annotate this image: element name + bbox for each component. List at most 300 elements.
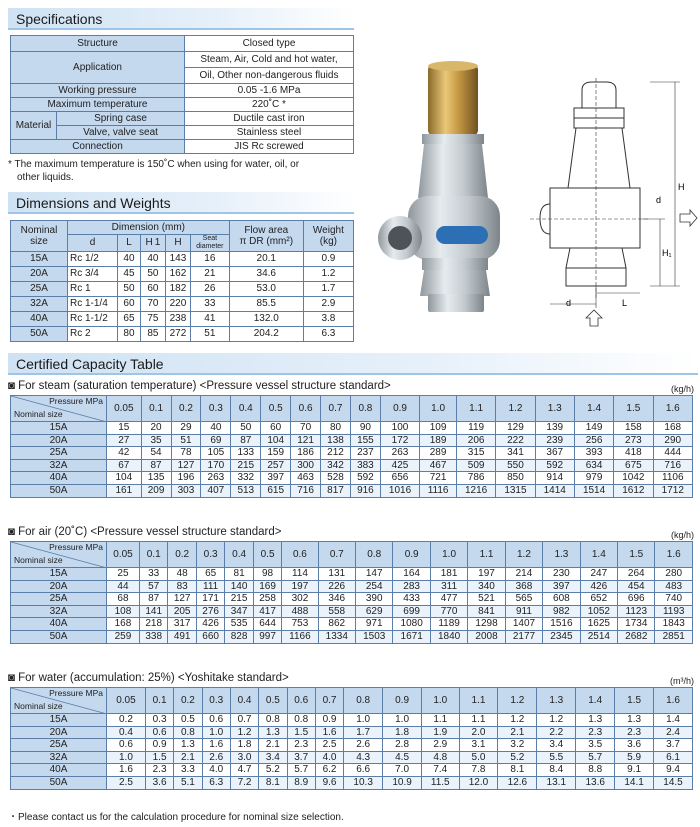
air-value-cell: 338 — [139, 630, 167, 643]
dim-cell: 2.9 — [303, 297, 353, 312]
water-value-cell: 4.3 — [344, 751, 383, 764]
water-value-cell: 2.8 — [383, 739, 422, 752]
air-value-cell: 254 — [355, 580, 392, 593]
spec-label-working-pressure: Working pressure — [11, 84, 185, 98]
air-value-cell: 911 — [505, 605, 542, 618]
steam-value-cell: 463 — [291, 472, 321, 485]
air-row — [11, 605, 693, 618]
air-value-cell: 141 — [139, 605, 167, 618]
water-value-cell: 10.9 — [383, 776, 422, 789]
air-value-cell: 426 — [580, 580, 617, 593]
steam-value-cell: 1116 — [420, 484, 457, 497]
water-pressure-header: 1.2 — [498, 688, 537, 714]
dim-cell: 3.8 — [303, 312, 353, 327]
steam-value-cell: 129 — [496, 422, 535, 435]
water-value-cell: 5.2 — [259, 764, 287, 777]
water-value-cell: 8.8 — [576, 764, 615, 777]
air-value-cell: 44 — [107, 580, 140, 593]
water-value-cell: 8.1 — [259, 776, 287, 789]
steam-value-cell: 109 — [420, 422, 457, 435]
air-value-cell: 608 — [543, 593, 580, 606]
air-value-cell: 1166 — [282, 630, 318, 643]
water-value-cell: 3.4 — [259, 751, 287, 764]
air-value-cell: 1334 — [318, 630, 355, 643]
dim-row — [11, 282, 354, 297]
steam-value-cell: 675 — [614, 459, 653, 472]
steam-value-cell: 341 — [496, 447, 535, 460]
air-pressure-header: 1.4 — [580, 542, 617, 568]
dim-row — [11, 327, 354, 342]
dim-nominal-cell: 15A — [11, 252, 68, 267]
air-value-cell: 417 — [253, 605, 281, 618]
air-value-cell: 644 — [253, 618, 281, 631]
steam-value-cell: 87 — [231, 434, 261, 447]
dim-cell: Rc 1-1/2 — [67, 312, 117, 327]
air-value-cell: 652 — [580, 593, 617, 606]
steam-value-cell: 138 — [321, 434, 351, 447]
water-value-cell: 4.0 — [315, 751, 343, 764]
air-value-cell: 169 — [253, 580, 281, 593]
steam-value-cell: 60 — [261, 422, 291, 435]
dim-cell: 220 — [165, 297, 190, 312]
steam-value-cell: 1216 — [456, 484, 495, 497]
water-value-cell: 1.8 — [230, 739, 258, 752]
steam-value-cell: 42 — [107, 447, 142, 460]
air-value-cell: 48 — [168, 568, 196, 581]
steam-pressure-header: 0.4 — [231, 396, 261, 422]
spec-value-application-2: Oil, Other non-dangerous fluids — [184, 68, 353, 84]
water-value-cell: 3.3 — [174, 764, 202, 777]
steam-pressure-header: 1.1 — [456, 396, 495, 422]
water-pressure-header: 0.6 — [287, 688, 315, 714]
dim-cell: 238 — [165, 312, 190, 327]
steam-pressure-header: 0.7 — [321, 396, 351, 422]
water-row — [11, 776, 693, 789]
dim-cell: 6.3 — [303, 327, 353, 342]
spec-value-valve-seat: Stainless steel — [184, 126, 353, 140]
steam-value-cell: 407 — [201, 484, 231, 497]
water-value-cell: 3.6 — [615, 739, 654, 752]
steam-value-cell: 289 — [420, 447, 457, 460]
air-value-cell: 997 — [253, 630, 281, 643]
steam-row — [11, 472, 693, 485]
dim-header-weight: Weight (kg) — [303, 221, 353, 252]
air-value-cell: 2345 — [543, 630, 580, 643]
water-value-cell: 0.2 — [107, 714, 146, 727]
dim-cell: 204.2 — [229, 327, 303, 342]
air-value-cell: 368 — [505, 580, 542, 593]
water-row — [11, 714, 693, 727]
water-value-cell: 5.0 — [459, 751, 498, 764]
dim-cell: Rc 1 — [67, 282, 117, 297]
air-value-cell: 171 — [196, 593, 224, 606]
steam-value-cell: 393 — [574, 447, 613, 460]
water-value-cell: 6.6 — [344, 764, 383, 777]
water-value-cell: 1.1 — [459, 714, 498, 727]
capacity-title: Certified Capacity Table — [8, 353, 698, 375]
dim-cell: 0.9 — [303, 252, 353, 267]
water-nominal-cell: 50A — [11, 776, 107, 789]
spec-label-structure: Structure — [11, 36, 185, 52]
steam-value-cell: 87 — [141, 459, 171, 472]
steam-value-cell: 40 — [201, 422, 231, 435]
water-pressure-header: 1.0 — [422, 688, 460, 714]
water-value-cell: 1.0 — [344, 714, 383, 727]
steam-value-cell: 104 — [261, 434, 291, 447]
air-value-cell: 65 — [196, 568, 224, 581]
steam-pressure-header: 0.1 — [141, 396, 171, 422]
steam-pressure-header: 0.8 — [350, 396, 380, 422]
air-value-cell: 426 — [196, 618, 224, 631]
water-value-cell: 3.7 — [654, 739, 693, 752]
water-nominal-cell: 25A — [11, 739, 107, 752]
corner-pressure-label: Pressure MPa — [49, 688, 103, 698]
water-value-cell: 2.1 — [498, 726, 537, 739]
water-row — [11, 726, 693, 739]
steam-value-cell: 168 — [653, 422, 692, 435]
air-value-cell: 168 — [107, 618, 140, 631]
steam-value-cell: 80 — [321, 422, 351, 435]
air-value-cell: 280 — [655, 568, 693, 581]
dim-cell: 45 — [118, 267, 141, 282]
water-value-cell: 8.1 — [498, 764, 537, 777]
water-value-cell: 3.5 — [576, 739, 615, 752]
air-value-cell: 347 — [225, 605, 253, 618]
air-pressure-header: 1.0 — [430, 542, 467, 568]
air-value-cell: 982 — [543, 605, 580, 618]
steam-value-cell: 159 — [261, 447, 291, 460]
air-row — [11, 568, 693, 581]
water-value-cell: 1.0 — [107, 751, 146, 764]
water-value-cell: 2.3 — [145, 764, 173, 777]
steam-value-cell: 1612 — [614, 484, 653, 497]
air-value-cell: 753 — [282, 618, 318, 631]
steam-value-cell: 127 — [171, 459, 201, 472]
steam-value-cell: 1016 — [380, 484, 419, 497]
dim-nominal-cell: 50A — [11, 327, 68, 342]
steam-value-cell: 70 — [291, 422, 321, 435]
air-value-cell: 1189 — [430, 618, 467, 631]
dim-header-seat: Seat diameter — [191, 235, 230, 252]
air-nominal-cell: 32A — [11, 605, 107, 618]
steam-value-cell: 1514 — [574, 484, 613, 497]
steam-value-cell: 67 — [107, 459, 142, 472]
dim-nominal-cell: 25A — [11, 282, 68, 297]
steam-value-cell: 273 — [614, 434, 653, 447]
air-nominal-cell: 20A — [11, 580, 107, 593]
air-value-cell: 770 — [430, 605, 467, 618]
steam-value-cell: 100 — [380, 422, 419, 435]
water-value-cell: 3.7 — [287, 751, 315, 764]
air-value-cell: 971 — [355, 618, 392, 631]
air-value-cell: 83 — [168, 580, 196, 593]
water-value-cell: 2.3 — [287, 739, 315, 752]
steam-value-cell: 155 — [350, 434, 380, 447]
water-value-cell: 1.2 — [230, 726, 258, 739]
water-value-cell: 0.9 — [315, 714, 343, 727]
steam-value-cell: 119 — [456, 422, 495, 435]
diagram-label-d-top: d — [656, 195, 662, 205]
steam-value-cell: 69 — [201, 434, 231, 447]
water-value-cell: 8.4 — [537, 764, 576, 777]
steam-pressure-header: 1.0 — [420, 396, 457, 422]
air-pressure-header: 0.8 — [355, 542, 392, 568]
steam-value-cell: 716 — [291, 484, 321, 497]
air-value-cell: 629 — [355, 605, 392, 618]
air-pressure-header: 1.3 — [543, 542, 580, 568]
air-value-cell: 535 — [225, 618, 253, 631]
air-value-cell: 477 — [430, 593, 467, 606]
steam-capacity-table — [10, 395, 693, 498]
air-value-cell: 740 — [655, 593, 693, 606]
air-value-cell: 521 — [468, 593, 505, 606]
steam-value-cell: 206 — [456, 434, 495, 447]
diagram-label-H: H — [678, 182, 685, 192]
air-pressure-header: 0.1 — [139, 542, 167, 568]
air-value-cell: 214 — [505, 568, 542, 581]
dimension-drawing — [530, 78, 698, 328]
spec-value-application-1: Steam, Air, Cold and hot water, — [184, 52, 353, 68]
air-value-cell: 98 — [253, 568, 281, 581]
spec-note-line2: other liquids. — [17, 172, 74, 183]
water-value-cell: 6.2 — [315, 764, 343, 777]
steam-pressure-header: 1.6 — [653, 396, 692, 422]
steam-value-cell: 916 — [350, 484, 380, 497]
water-pressure-header: 1.6 — [654, 688, 693, 714]
steam-value-cell: 104 — [107, 472, 142, 485]
dim-header-nominal: Nominal size — [11, 221, 68, 252]
steam-value-cell: 189 — [420, 434, 457, 447]
air-value-cell: 433 — [393, 593, 430, 606]
dim-cell: 50 — [118, 282, 141, 297]
air-row — [11, 618, 693, 631]
steam-value-cell: 383 — [350, 459, 380, 472]
air-value-cell: 230 — [543, 568, 580, 581]
air-value-cell: 68 — [107, 593, 140, 606]
water-pressure-header: 1.1 — [459, 688, 498, 714]
steam-value-cell: 239 — [535, 434, 574, 447]
water-value-cell: 3.2 — [498, 739, 537, 752]
dim-cell: 85 — [140, 327, 165, 342]
water-pressure-header: 0.4 — [230, 688, 258, 714]
steam-value-cell: 121 — [291, 434, 321, 447]
dim-row — [11, 297, 354, 312]
air-value-cell: 558 — [318, 605, 355, 618]
dim-cell: 1.2 — [303, 267, 353, 282]
steam-value-cell: 29 — [171, 422, 201, 435]
steam-value-cell: 15 — [107, 422, 142, 435]
dimensions-title: Dimensions and Weights — [8, 192, 354, 214]
steam-value-cell: 850 — [496, 472, 535, 485]
water-value-cell: 0.4 — [107, 726, 146, 739]
air-value-cell: 147 — [355, 568, 392, 581]
water-corner-header — [11, 688, 107, 714]
water-value-cell: 1.3 — [174, 739, 202, 752]
steam-value-cell: 35 — [141, 434, 171, 447]
steam-value-cell: 425 — [380, 459, 419, 472]
steam-value-cell: 186 — [291, 447, 321, 460]
steam-value-cell: 634 — [574, 459, 613, 472]
air-value-cell: 1734 — [618, 618, 655, 631]
water-value-cell: 1.5 — [287, 726, 315, 739]
dim-cell: 21 — [191, 267, 230, 282]
dim-cell: 34.6 — [229, 267, 303, 282]
steam-value-cell: 332 — [231, 472, 261, 485]
steam-pressure-header: 0.9 — [380, 396, 419, 422]
water-value-cell: 2.1 — [259, 739, 287, 752]
steam-value-cell: 90 — [350, 422, 380, 435]
water-pressure-header: 0.2 — [174, 688, 202, 714]
water-nominal-cell: 20A — [11, 726, 107, 739]
water-value-cell: 8.9 — [287, 776, 315, 789]
dim-cell: 272 — [165, 327, 190, 342]
dim-cell: 75 — [140, 312, 165, 327]
dim-cell: 1.7 — [303, 282, 353, 297]
water-value-cell: 7.8 — [459, 764, 498, 777]
steam-nominal-cell: 15A — [11, 422, 107, 435]
dim-header-L: L — [118, 235, 141, 252]
water-pressure-header: 1.4 — [576, 688, 615, 714]
air-nominal-cell: 50A — [11, 630, 107, 643]
steam-value-cell: 1042 — [614, 472, 653, 485]
dim-cell: 162 — [165, 267, 190, 282]
air-value-cell: 25 — [107, 568, 140, 581]
spec-value-working-pressure: 0.05 -1.6 MPa — [184, 84, 353, 98]
water-nominal-cell: 15A — [11, 714, 107, 727]
steam-pressure-header: 0.3 — [201, 396, 231, 422]
dim-cell: 143 — [165, 252, 190, 267]
steam-value-cell: 914 — [535, 472, 574, 485]
air-value-cell: 131 — [318, 568, 355, 581]
steam-nominal-cell: 25A — [11, 447, 107, 460]
specifications-table — [10, 35, 354, 154]
steam-value-cell: 315 — [456, 447, 495, 460]
steam-value-cell: 300 — [291, 459, 321, 472]
dim-header-d: d — [67, 235, 117, 252]
steam-value-cell: 716 — [653, 459, 692, 472]
air-value-cell: 164 — [393, 568, 430, 581]
water-value-cell: 1.0 — [383, 714, 422, 727]
steam-pressure-header: 0.5 — [261, 396, 291, 422]
air-value-cell: 1625 — [580, 618, 617, 631]
air-value-cell: 197 — [468, 568, 505, 581]
steam-value-cell: 135 — [141, 472, 171, 485]
water-value-cell: 0.3 — [145, 714, 173, 727]
specifications-title: Specifications — [8, 8, 354, 30]
water-value-cell: 9.4 — [654, 764, 693, 777]
steam-value-cell: 817 — [321, 484, 351, 497]
air-pressure-header: 1.6 — [655, 542, 693, 568]
air-value-cell: 57 — [139, 580, 167, 593]
water-value-cell: 2.9 — [422, 739, 460, 752]
air-pressure-header: 0.5 — [253, 542, 281, 568]
corner-pressure-label: Pressure MPa — [49, 396, 103, 406]
steam-row — [11, 484, 693, 497]
air-value-cell: 2177 — [505, 630, 542, 643]
steam-value-cell: 212 — [321, 447, 351, 460]
steam-value-cell: 1315 — [496, 484, 535, 497]
dim-cell: 60 — [118, 297, 141, 312]
steam-value-cell: 290 — [653, 434, 692, 447]
water-value-cell: 0.8 — [287, 714, 315, 727]
air-row — [11, 630, 693, 643]
air-value-cell: 111 — [196, 580, 224, 593]
water-row — [11, 739, 693, 752]
steam-pressure-header: 1.2 — [496, 396, 535, 422]
steam-value-cell: 550 — [496, 459, 535, 472]
air-value-cell: 197 — [282, 580, 318, 593]
spec-value-max-temperature: 220˚C * — [184, 98, 353, 112]
air-value-cell: 215 — [225, 593, 253, 606]
water-value-cell: 11.5 — [422, 776, 460, 789]
steam-value-cell: 50 — [231, 422, 261, 435]
water-value-cell: 5.1 — [174, 776, 202, 789]
air-value-cell: 181 — [430, 568, 467, 581]
air-value-cell: 488 — [282, 605, 318, 618]
water-row — [11, 764, 693, 777]
steam-value-cell: 263 — [201, 472, 231, 485]
steam-nominal-cell: 20A — [11, 434, 107, 447]
steam-value-cell: 51 — [171, 434, 201, 447]
air-value-cell: 317 — [168, 618, 196, 631]
dim-nominal-cell: 40A — [11, 312, 68, 327]
air-value-cell: 264 — [618, 568, 655, 581]
water-value-cell: 2.0 — [459, 726, 498, 739]
water-value-cell: 3.0 — [230, 751, 258, 764]
dimensions-table — [10, 220, 354, 342]
air-pressure-header: 0.3 — [196, 542, 224, 568]
water-value-cell: 5.7 — [287, 764, 315, 777]
diagram-label-d-bottom: d — [566, 298, 572, 308]
steam-value-cell: 149 — [574, 422, 613, 435]
steam-value-cell: 1106 — [653, 472, 692, 485]
steam-row — [11, 459, 693, 472]
steam-value-cell: 196 — [171, 472, 201, 485]
water-pressure-header: 0.7 — [315, 688, 343, 714]
air-row — [11, 593, 693, 606]
water-value-cell: 14.5 — [654, 776, 693, 789]
water-value-cell: 2.6 — [202, 751, 230, 764]
steam-value-cell: 78 — [171, 447, 201, 460]
spec-label-connection: Connection — [11, 140, 185, 154]
dim-cell: 65 — [118, 312, 141, 327]
steam-value-cell: 303 — [171, 484, 201, 497]
steam-value-cell: 139 — [535, 422, 574, 435]
steam-unit: (kg/h) — [670, 384, 694, 394]
spec-value-structure: Closed type — [184, 36, 353, 52]
air-value-cell: 1052 — [580, 605, 617, 618]
water-value-cell: 14.1 — [615, 776, 654, 789]
dim-cell: 41 — [191, 312, 230, 327]
air-value-cell: 699 — [393, 605, 430, 618]
air-nominal-cell: 25A — [11, 593, 107, 606]
steam-value-cell: 158 — [614, 422, 653, 435]
air-value-cell: 283 — [393, 580, 430, 593]
water-value-cell: 3.6 — [145, 776, 173, 789]
steam-value-cell: 133 — [231, 447, 261, 460]
air-nominal-cell: 15A — [11, 568, 107, 581]
water-pressure-header: 0.5 — [259, 688, 287, 714]
air-pressure-header: 0.6 — [282, 542, 318, 568]
dim-cell: Rc 3/4 — [67, 267, 117, 282]
air-value-cell: 1503 — [355, 630, 392, 643]
water-value-cell: 5.7 — [576, 751, 615, 764]
air-value-cell: 1840 — [430, 630, 467, 643]
air-value-cell: 660 — [196, 630, 224, 643]
dim-cell: 40 — [118, 252, 141, 267]
steam-value-cell: 615 — [261, 484, 291, 497]
water-value-cell: 0.7 — [230, 714, 258, 727]
